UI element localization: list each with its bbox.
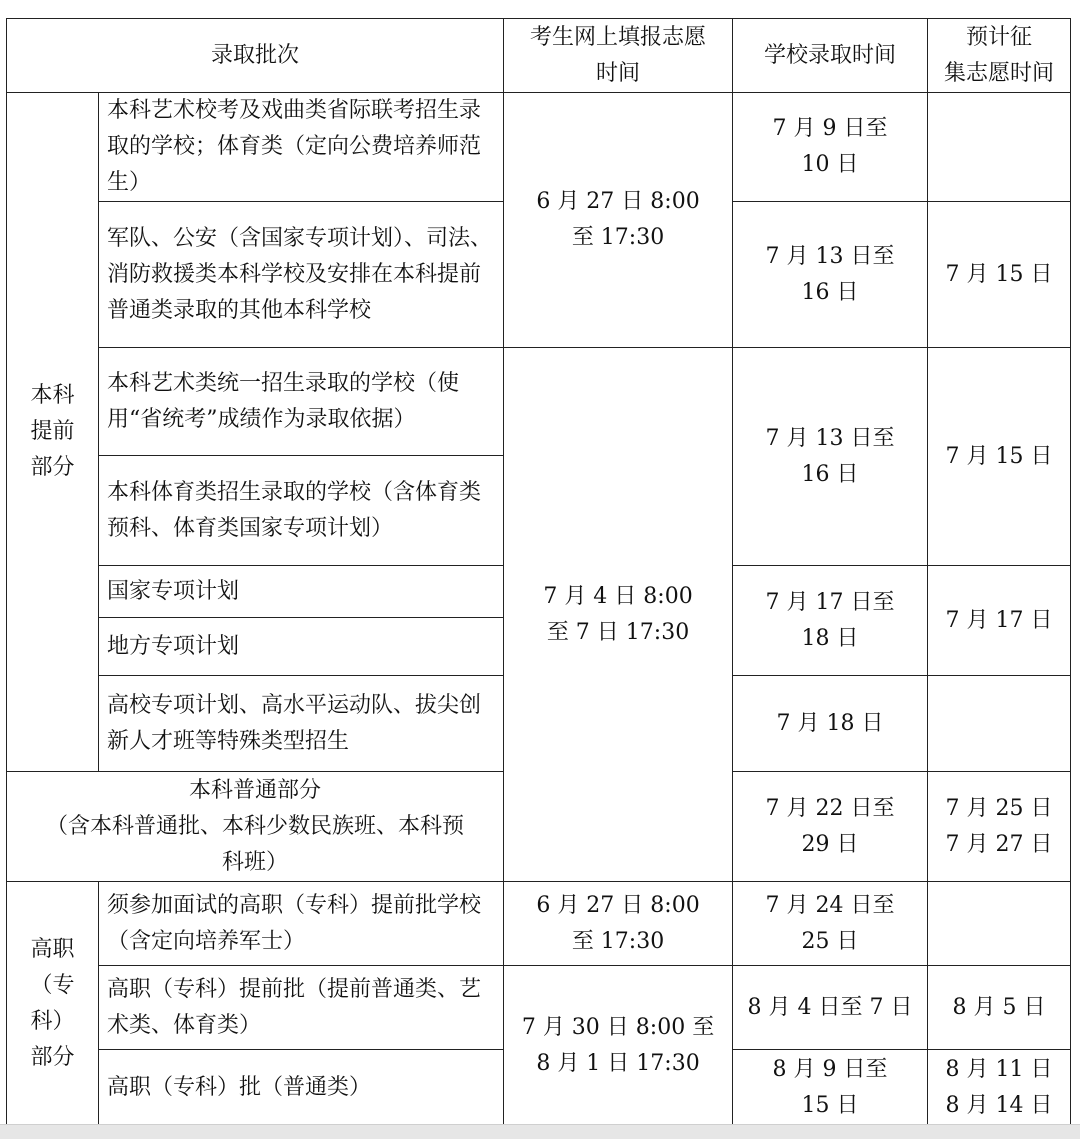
header-admission-time: 学校录取时间: [733, 19, 928, 93]
solicit-time-cell: [928, 882, 1071, 966]
table-row: [7, 93, 1071, 202]
table-row: [7, 882, 1071, 966]
solicit-time-cell: 7 月 25 日 7 月 27 日: [928, 772, 1071, 882]
header-apply-time: 考生网上填报志愿 时间: [504, 19, 733, 93]
admission-time-cell: 7 月 17 日至 18 日: [733, 566, 928, 676]
bottom-edge-strip: [0, 1124, 1080, 1139]
apply-time-cell: 6 月 27 日 8:00 至 17:30: [504, 93, 733, 348]
apply-time-cell: 7 月 30 日 8:00 至 8 月 1 日 17:30: [504, 966, 733, 1126]
solicit-time-cell: 7 月 15 日: [928, 348, 1071, 566]
batch-cell: 国家专项计划: [99, 566, 504, 618]
batch-cell: 高职（专科）批（普通类）: [99, 1050, 504, 1126]
batch-cell: 本科艺术类统一招生录取的学校（使用“省统考”成绩作为录取依据）: [99, 348, 504, 456]
batch-cell: 须参加面试的高职（专科）提前批学校（含定向培养军士）: [99, 882, 504, 966]
admission-time-cell: 7 月 24 日至 25 日: [733, 882, 928, 966]
group-vocational: 高职 （专 科） 部分: [7, 882, 99, 1126]
admission-time-cell: 7 月 22 日至 29 日: [733, 772, 928, 882]
table-row: [7, 348, 1071, 456]
batch-cell: 高职（专科）提前批（提前普通类、艺术类、体育类）: [99, 966, 504, 1050]
solicit-time-cell: 7 月 15 日: [928, 202, 1071, 348]
solicit-time-cell: 8 月 11 日 8 月 14 日: [928, 1050, 1071, 1126]
header-solicit-time: 预计征 集志愿时间: [928, 19, 1071, 93]
solicit-time-cell: 8 月 5 日: [928, 966, 1071, 1050]
batch-cell: 本科体育类招生录取的学校（含体育类预科、体育类国家专项计划）: [99, 456, 504, 566]
admission-time-cell: 8 月 4 日至 7 日: [733, 966, 928, 1050]
apply-time-cell: 7 月 4 日 8:00 至 7 日 17:30: [504, 348, 733, 882]
admission-time-cell: 7 月 9 日至 10 日: [733, 93, 928, 202]
solicit-time-cell: 7 月 17 日: [928, 566, 1071, 676]
admission-time-cell: 8 月 9 日至 15 日: [733, 1050, 928, 1126]
table-row: [7, 966, 1071, 1050]
solicit-time-cell: [928, 676, 1071, 772]
admission-time-cell: 7 月 18 日: [733, 676, 928, 772]
header-batch: 录取批次: [7, 19, 504, 93]
admission-time-cell: 7 月 13 日至 16 日: [733, 202, 928, 348]
solicit-time-cell: [928, 93, 1071, 202]
admission-schedule-table: [6, 18, 1071, 1126]
group-early-bachelor: 本科 提前 部分: [7, 93, 99, 772]
batch-cell: 地方专项计划: [99, 618, 504, 676]
admission-time-cell: 7 月 13 日至 16 日: [733, 348, 928, 566]
group-regular-bachelor: 本科普通部分 （含本科普通批、本科少数民族班、本科预 科班）: [7, 772, 504, 882]
batch-cell: 军队、公安（含国家专项计划）、司法、消防救援类本科学校及安排在本科提前普通类录取的其他本科学校: [99, 202, 504, 348]
apply-time-cell: 6 月 27 日 8:00 至 17:30: [504, 882, 733, 966]
batch-cell: 本科艺术校考及戏曲类省际联考招生录取的学校；体育类（定向公费培养师范生）: [99, 93, 504, 202]
batch-cell: 高校专项计划、高水平运动队、拔尖创新人才班等特殊类型招生: [99, 676, 504, 772]
header-row: [7, 19, 1071, 93]
